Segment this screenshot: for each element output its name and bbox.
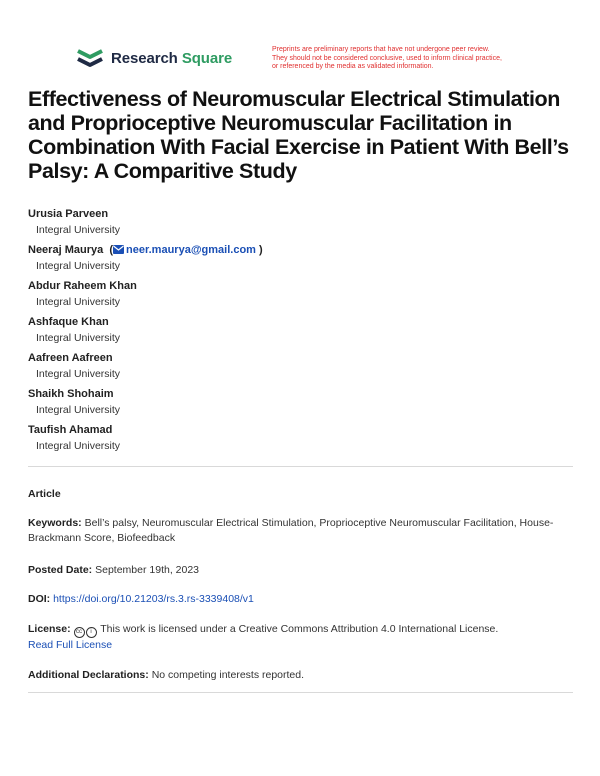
- posted-date-value: September 19th, 2023: [95, 564, 200, 576]
- author-affiliation: Integral University: [36, 224, 121, 236]
- paper-title: Effectiveness of Neuromuscular Electrical Stimulation and Proprioceptive Neuromuscular Facilitation in Combination With Facial Exercise in Patient With Bell’s Palsy: A Comparitive Study: [28, 87, 569, 183]
- article-type: Article: [28, 488, 61, 500]
- doi-label: DOI:: [28, 593, 51, 605]
- author-list: [28, 207, 568, 459]
- author-email-link[interactable]: neer.maurya@gmail.com: [126, 244, 256, 256]
- preprint-disclaimer: Preprints are preliminary reports that have not undergone peer review. They should not be considered conclusive, used to inform clinical practice, or referenced by the media as validated information.: [272, 46, 502, 70]
- license-text: This work is licensed under a Creative Commons Attribution 4.0 International License.: [100, 623, 499, 635]
- read-full-license-link[interactable]: Read Full License: [28, 639, 113, 651]
- author-affiliation: Integral University: [36, 368, 121, 380]
- author-name: Ashfaque Khan: [28, 316, 109, 328]
- keywords-value: Bell’s palsy, Neuromuscular Electrical Stimulation, Proprioceptive Neuromuscular Facilitation, House-Brackmann Score, Biofeedback: [28, 517, 554, 544]
- license: [28, 622, 573, 653]
- author-affiliation: Integral University: [36, 440, 121, 452]
- author-name: Neeraj Maurya: [28, 244, 104, 256]
- author-name-with-email: Neeraj Maurya ( neer.maurya@gmail.com ): [28, 244, 263, 256]
- author-item: [28, 423, 568, 459]
- logo-text: [111, 50, 232, 67]
- author-name: Abdur Raheem Khan: [28, 280, 137, 292]
- author-affiliation: Integral University: [36, 296, 121, 308]
- research-square-logo[interactable]: [76, 48, 232, 68]
- doi: [28, 592, 573, 607]
- author-item: [28, 207, 568, 243]
- research-square-logo-icon: [76, 48, 104, 68]
- posted-date-label: Posted Date:: [28, 564, 93, 576]
- declarations-label: Additional Declarations:: [28, 669, 149, 681]
- doi-link[interactable]: https://doi.org/10.21203/rs.3.rs-3339408/v1: [53, 593, 254, 605]
- author-affiliation: Integral University: [36, 404, 121, 416]
- page-header: [76, 46, 546, 76]
- author-name: Urusia Parveen: [28, 208, 109, 220]
- section-divider: [28, 466, 573, 467]
- author-item: [28, 243, 568, 279]
- cc-by-icon: i: [86, 627, 97, 638]
- author-affiliation: Integral University: [36, 260, 121, 272]
- keywords-label: Keywords:: [28, 517, 82, 529]
- declarations-value: No competing interests reported.: [151, 669, 305, 681]
- author-name: Taufish Ahamad: [28, 424, 113, 436]
- logo-square: Square: [181, 49, 233, 67]
- author-item: [28, 387, 568, 423]
- section-divider: [28, 692, 573, 693]
- cc-icon: cc: [74, 627, 85, 638]
- author-name: Aafreen Aafreen: [28, 352, 113, 364]
- author-affiliation: Integral University: [36, 332, 121, 344]
- author-name: Shaikh Shohaim: [28, 388, 114, 400]
- additional-declarations: [28, 668, 573, 683]
- posted-date: [28, 563, 573, 578]
- license-label: License:: [28, 623, 71, 635]
- author-item: [28, 279, 568, 315]
- author-item: [28, 315, 568, 351]
- envelope-icon: [113, 245, 124, 254]
- author-item: [28, 351, 568, 387]
- keywords: [28, 516, 573, 546]
- logo-research: Research: [111, 49, 178, 67]
